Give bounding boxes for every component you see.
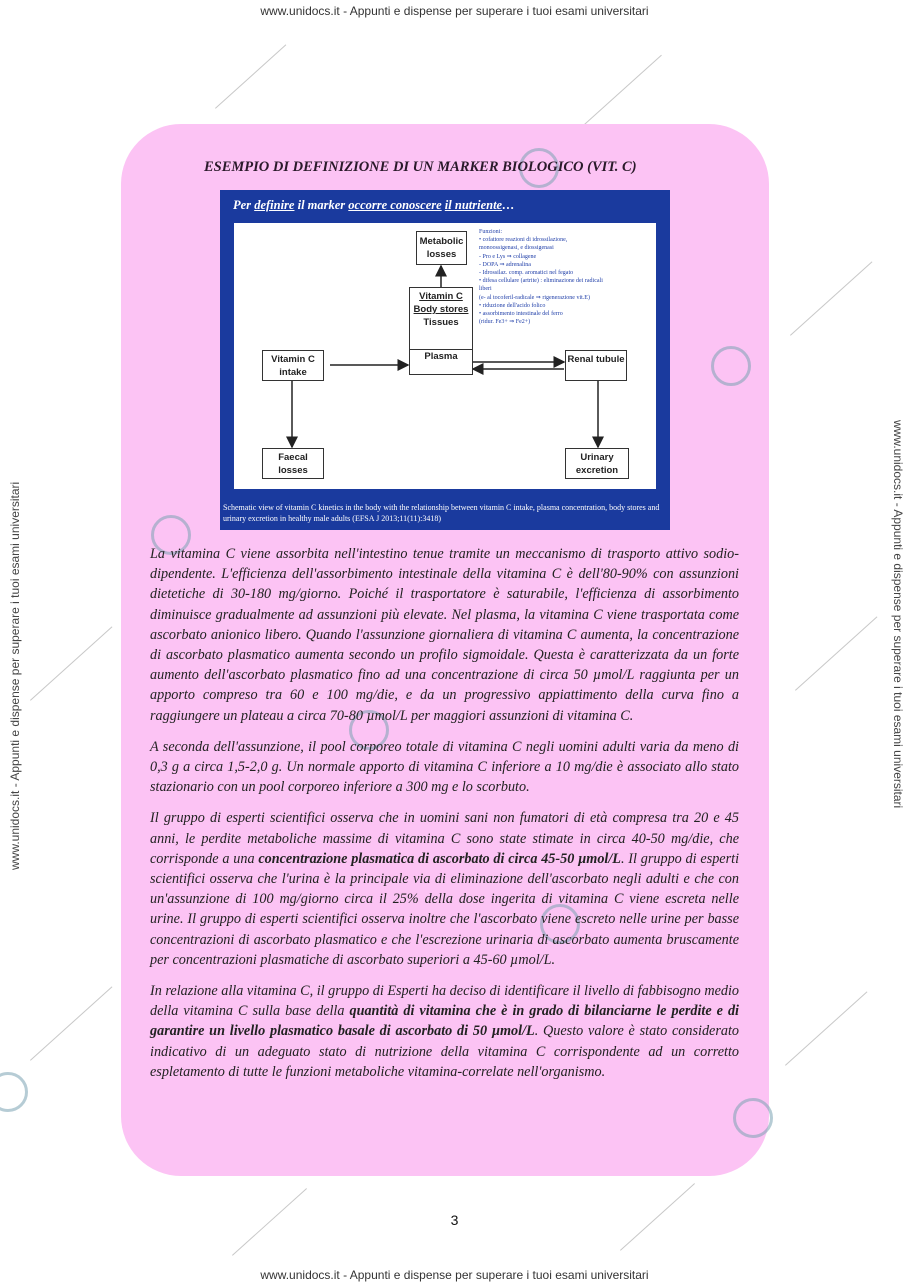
watermark-smiley-icon <box>733 1098 773 1138</box>
functions-line: - DOPA ⇒ adrenalina <box>479 261 531 268</box>
functions-line: liberi <box>479 286 492 293</box>
figure-caption: Schematic view of vitamin C kinetics in the body with the relationship between vitamin C intake, plasma concentration, body stores and urinary excretion in healthy male adults (EFSA J 2013;11(11):3418) <box>223 503 660 523</box>
functions-list <box>479 228 654 326</box>
paragraph-4: In relazione alla vitamina C, il gruppo di Esperti ha deciso di identificare il livello di fabbisogno medio della vitamina C sulla base della quantità di vitamina che è in grado di bilanciarne le perdite e di garantire un livello plasmatico basale di ascorbato di 50 µmol/L. Questo valore è stato considerato indicativo di un adeguato stato di nutrizione della vitamina C corrispondente ad un corretto espletamento di tutte le funzioni metaboliche vitamina-correlate nell'organismo. <box>150 983 740 1080</box>
functions-line: - Idrossilaz. comp. aromatici nel fegato <box>479 270 574 277</box>
functions-line: • difesa cellulare (artrite) : eliminazione dei radicali <box>479 278 603 285</box>
functions-line: Funzioni: <box>479 229 503 235</box>
watermark-right: www.unidocs.it - Appunti e dispense per superare i tuoi esami universitari <box>891 420 905 809</box>
watermark-line <box>790 261 872 335</box>
functions-line: (e- al tocoferil-radicale ⇒ rigenerazione vit.E) <box>479 294 590 301</box>
watermark-bottom: www.unidocs.it - Appunti e dispense per superare i tuoi esami universitari <box>260 1268 649 1282</box>
figure-title: Per definire il marker occorre conoscere il nutriente… <box>233 198 515 212</box>
paragraph-1: La vitamina C viene assorbita nell'intestino tenue tramite un meccanismo di trasporto attivo sodio-dipendente. L'efficienza dell'assorbimento intestinale della vitamina C è dell'80-90% con assunzioni dietetiche di 30-180 mg/giorno. Poiché il trasportatore è saturabile, l'efficienza di assorbimento diminuisce gradualmente ad assunzioni più elevate. Nel plasma, la vitamina C viene trasportata come ascorbato anionico libero. Quando l'assunzione giornaliera di vitamina C aumenta, la concentrazione di ascorbato plasmatico aumenta secondo un profilo sigmoidale. Questa è caratterizzata da un forte aumento dell'ascorbato plasmatico fino ad una concentrazione di circa 50 µmol/L raggiunta per un apporto compreso tra 60 e 100 mg/die, e da un progressivo appiattimento della curva fino a raggiungere un plateau a circa 70-80 µmol/L per maggiori assunzioni di vitamina C. <box>150 546 739 724</box>
vitamin-c-intake-box: Vitamin C intake <box>262 350 324 381</box>
plasma-label: Plasma <box>410 349 472 363</box>
diagram-panel <box>234 223 656 489</box>
functions-line: • cofattore reazioni di idrossilazione, <box>479 237 568 244</box>
watermark-line <box>785 991 867 1065</box>
paragraph-2: A seconda dell'assunzione, il pool corporeo totale di vitamina C negli uomini adulti varia da meno di 0,3 g a circa 1,5-2,0 g. Un normale apporto di vitamina C inferiore a 10 mg/die è associato allo stato stazionario con un pool corporeo inferiore a 300 mg e lo scorbuto. <box>150 738 739 796</box>
renal-tubule-box: Renal tubule <box>565 350 627 381</box>
watermark-smiley-icon <box>711 346 751 386</box>
faecal-losses-box: Faecal losses <box>262 448 324 479</box>
page-number: 3 <box>450 1212 459 1228</box>
paragraph-3: Il gruppo di esperti scientifici osserva che in uomini sani non fumatori di età compresa tra 20 e 45 anni, le perdite metaboliche massime di vitamina C sono state stimate in circa 40-50 mg/die, che corrisponde a una concentrazione plasmatica di ascorbato di circa 45-50 µmol/L. Il gruppo di esperti scientifici osserva che l'urina è la principale via di eliminazione dell'ascorbato negli adulti e che con un'assunzione di 100 mg/giorno circa il 25% della dose ingerita di vitamina C viene escreta nelle urine. Il gruppo di esperti scientifici osserva inoltre che l'ascorbato viene escreto nelle urine per basse concentrazioni di ascorbato plasmatico e che l'escrezione urinaria di ascorbato aumenta bruscamente per concentrazioni plasmatiche di ascorbato superiori a 45-60 µmol/L. <box>150 810 740 968</box>
functions-line: monoossigenasi, e diossigenasi <box>479 245 554 252</box>
body-stores-label-1: Vitamin C <box>419 291 463 302</box>
watermark-line <box>30 986 112 1060</box>
body-text <box>150 544 739 1093</box>
emphasis-quantity: quantità di vitamina che è in grado di bilanciarne le perdite e di garantire un livello plasmatico basale di ascorbato di 50 µmol/L <box>150 1003 740 1040</box>
functions-line: • assorbimento intestinale del ferro <box>479 311 563 318</box>
vitamin-c-kinetics-figure <box>220 190 670 530</box>
watermark-line <box>30 626 112 700</box>
urinary-excretion-box: Urinary excretion <box>565 448 629 479</box>
watermark-top: www.unidocs.it - Appunti e dispense per superare i tuoi esami universitari <box>260 4 649 18</box>
functions-line: - Pro e Lys ⇒ collagene <box>479 253 537 260</box>
body-stores-label-2: Body stores <box>413 304 469 315</box>
watermark-line <box>795 616 877 690</box>
functions-line: (ridur. Fe3+ ⇒ Fe2+) <box>479 319 531 326</box>
body-stores-box <box>409 287 473 375</box>
tissues-label: Tissues <box>423 317 459 328</box>
emphasis-concentration: concentrazione plasmatica di ascorbato di circa 45-50 µmol/L <box>258 850 621 867</box>
section-heading: ESEMPIO DI DEFINIZIONE DI UN MARKER BIOLOGICO (VIT. C) <box>204 159 637 175</box>
watermark-line <box>215 44 286 108</box>
watermark-left: www.unidocs.it - Appunti e dispense per superare i tuoi esami universitari <box>8 481 22 870</box>
metabolic-losses-box: Metabolic losses <box>416 231 467 265</box>
watermark-smiley-icon <box>0 1072 28 1112</box>
functions-line: • riduzione dell'acido folico <box>479 302 546 309</box>
